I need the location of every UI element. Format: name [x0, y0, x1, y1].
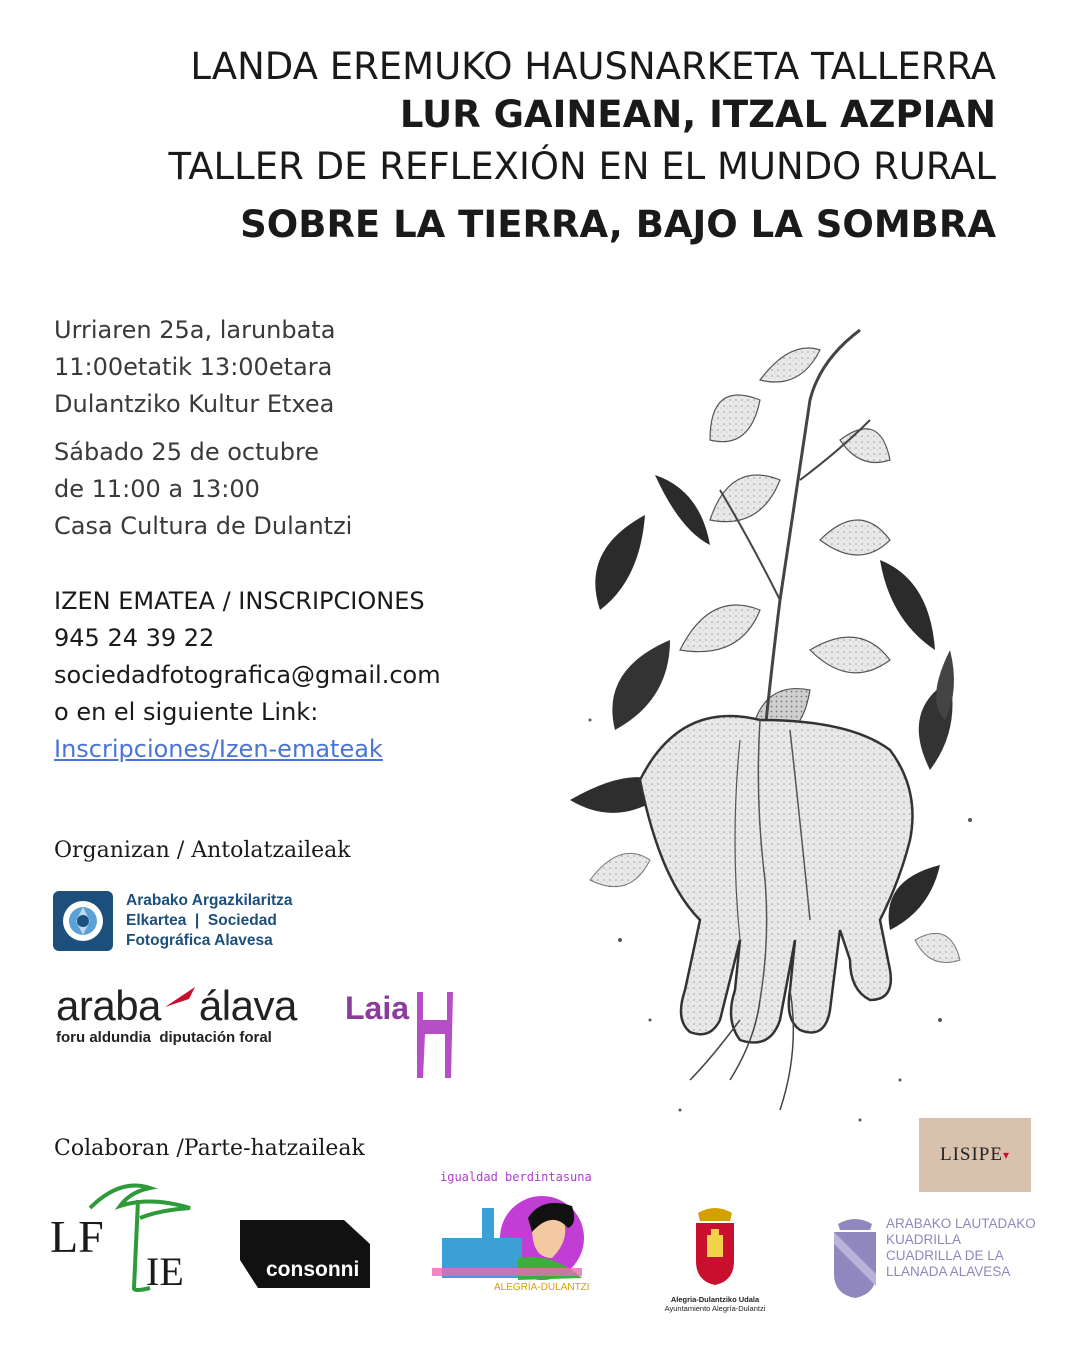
cuadrilla-line4: LLANADA ALAVESA — [886, 1264, 1011, 1279]
cuadrilla-logo — [832, 1216, 1036, 1298]
araba-logo — [56, 982, 297, 1046]
coat-of-arms-icon — [690, 1205, 740, 1287]
lisipe-logo: LISIPE ▾ — [919, 1118, 1031, 1192]
diputacion-foral: diputación foral — [159, 1029, 272, 1046]
event-date-eu: Urriaren 25a, larunbata — [54, 316, 336, 344]
event-place-es: Casa Cultura de Dulantzi — [54, 512, 353, 540]
organizers-label: Organizan / Antolatzaileak — [54, 838, 351, 863]
ayto-line1: Alegria-Dulantziko Udala — [670, 1295, 760, 1304]
registration-link[interactable]: Inscripciones/Izen-emateak — [54, 735, 383, 763]
araba-word: araba — [56, 982, 161, 1029]
registration-link-intro: o en el siguiente Link: — [54, 698, 319, 726]
cuadrilla-line1: ARABAKO LAUTADAKO — [886, 1216, 1036, 1231]
foru-aldundia: foru aldundia — [56, 1029, 151, 1046]
cuadrilla-line3: CUADRILLA DE LA — [886, 1248, 1004, 1263]
afoto-line2: Elkartea | Sociedad — [126, 912, 277, 929]
igualdad-logo — [432, 1170, 592, 1298]
chair-icon — [411, 990, 455, 1080]
consonni-text: consonni — [266, 1258, 360, 1281]
cuadrilla-shield-icon — [832, 1216, 878, 1298]
lflie-bottom: IE — [146, 1249, 184, 1294]
lflie-top: LF — [50, 1211, 104, 1262]
igualdad-top: igualdad berdintasuna — [440, 1170, 592, 1184]
ayto-line2: Ayuntamiento Alegría-Dulantzi — [664, 1304, 766, 1313]
registration-phone: 945 24 39 22 — [54, 624, 215, 652]
event-info — [54, 312, 441, 768]
alava-word: álava — [198, 982, 297, 1029]
igualdad-bottom: ALEGRÍA-DULANTZI — [494, 1282, 590, 1293]
title-eu: LANDA EREMUKO HAUSNARKETA TALLERRA — [190, 45, 996, 88]
registration-heading: IZEN EMATEA / INSCRIPCIONES — [54, 587, 425, 615]
event-time-es: de 11:00 a 13:00 — [54, 475, 260, 503]
laia-logo — [345, 990, 455, 1080]
consonni-logo — [240, 1220, 370, 1288]
event-place-eu: Dulantziko Kultur Etxea — [54, 390, 335, 418]
title-block — [169, 44, 996, 248]
afoto-logo — [52, 890, 293, 952]
subtitle-es: SOBRE LA TIERRA, BAJO LA SOMBRA — [240, 203, 996, 246]
ayuntamiento-logo — [640, 1205, 790, 1320]
araba-flag-icon — [163, 985, 197, 1009]
title-es: TALLER DE REFLEXIÓN EN EL MUNDO RURAL — [168, 145, 996, 188]
afoto-line1: Arabako Argazkilaritza — [126, 892, 293, 909]
afoto-line3: Fotográfica Alavesa — [126, 932, 273, 949]
event-time-eu: 11:00etatik 13:00etara — [54, 353, 333, 381]
lisipe-text: LISIPE — [939, 1144, 1003, 1165]
lflie-logo — [50, 1178, 200, 1292]
camera-shutter-icon — [52, 890, 114, 952]
collaborators-label: Colaboran /Parte-hatzaileak — [54, 1136, 365, 1161]
laia-text: Laia — [345, 990, 410, 1026]
cuadrilla-line2: KUADRILLA — [886, 1232, 962, 1247]
event-date-es: Sábado 25 de octubre — [54, 438, 320, 466]
subtitle-eu: LUR GAINEAN, ITZAL AZPIAN — [399, 93, 996, 136]
hand-plant-illustration — [560, 320, 1000, 1160]
registration-email: sociedadfotografica@gmail.com — [54, 661, 441, 689]
